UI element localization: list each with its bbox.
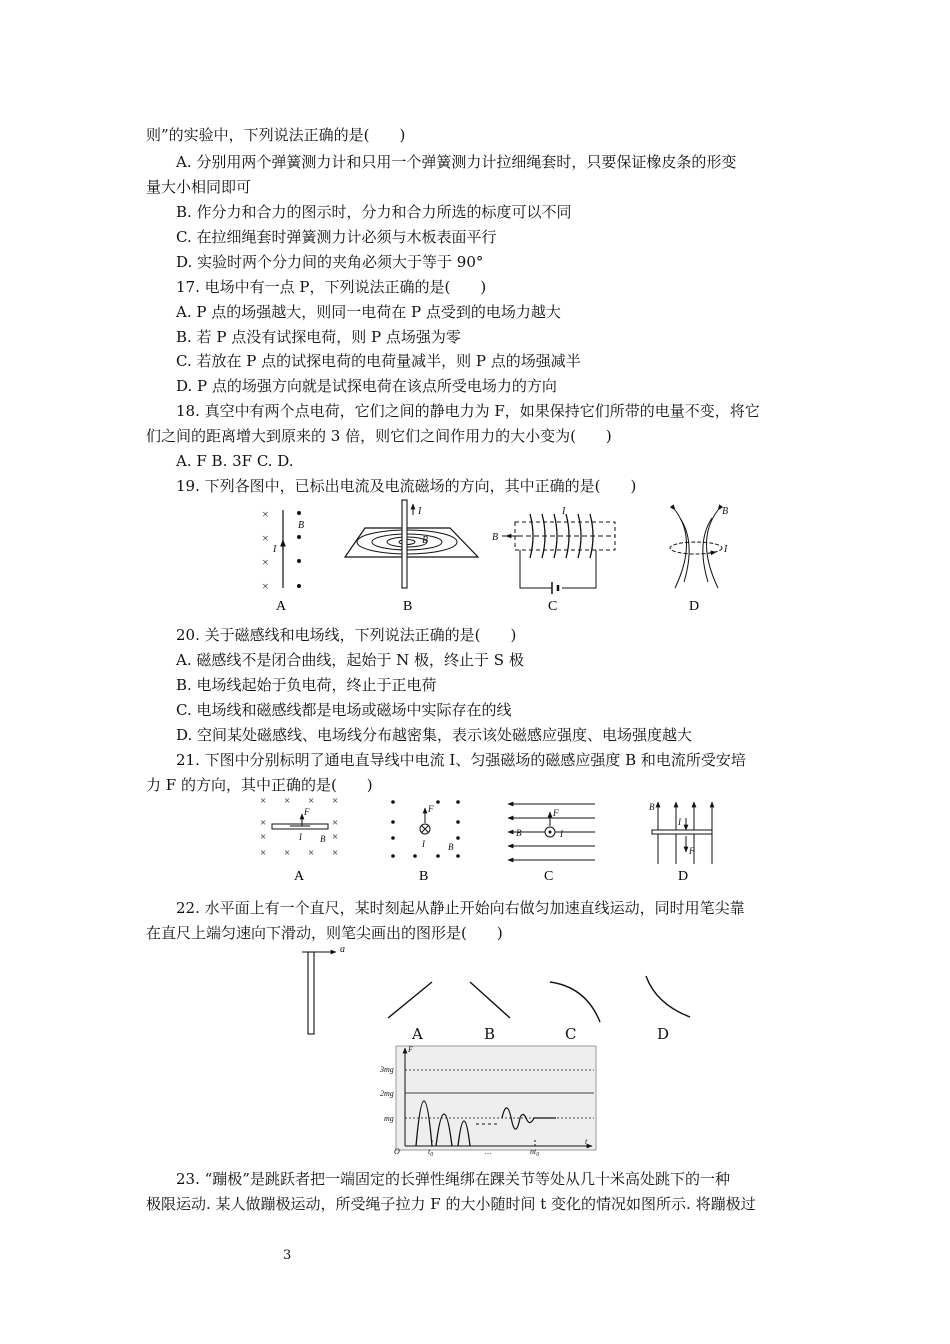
- axis-label-f: F: [408, 1045, 413, 1054]
- label-i: I: [678, 817, 681, 827]
- label-i: I: [724, 544, 728, 555]
- cross-mark: ×: [262, 531, 269, 545]
- q16-option-a-cont: 量大小相同即可: [146, 178, 252, 196]
- caption-d: D: [689, 599, 700, 614]
- label-b: B: [649, 802, 655, 812]
- plane-plate: [345, 528, 478, 557]
- q19-stem: 19. 下列各图中，已标出电流及电流磁场的方向，其中正确的是( ): [176, 477, 637, 495]
- label-f: F: [689, 846, 695, 856]
- axis-label-t: t: [585, 1137, 588, 1146]
- q21-diagram-d: [649, 802, 712, 864]
- svg-text:×: ×: [284, 795, 291, 807]
- q22-caption-c: C: [565, 1025, 577, 1043]
- label-f: F: [553, 808, 559, 818]
- cross-mark: ×: [262, 579, 269, 593]
- caption-a: A: [276, 599, 287, 614]
- q19-diagram-c: [492, 506, 615, 594]
- q19-diagram-a: [262, 507, 304, 593]
- label-i: I: [299, 832, 302, 842]
- q22-stem-cont: 在直尺上端匀速向下滑动，则笔尖画出的图形是( ): [146, 924, 503, 942]
- q16-option-a: A. 分别用两个弹簧测力计和只用一个弹簧测力计拉细绳套时，只要保证橡皮条的形变: [176, 153, 737, 171]
- label-b: B: [448, 842, 454, 852]
- q20-option-c: C. 电场线和磁感线都是电场或磁场中实际存在的线: [176, 701, 512, 719]
- cross-mark: ×: [262, 555, 269, 569]
- caption-c: C: [544, 869, 554, 884]
- svg-text:×: ×: [332, 795, 339, 807]
- q22-caption-d: D: [657, 1025, 670, 1043]
- q21-diagram-a: [260, 795, 338, 859]
- label-i: I: [562, 506, 566, 517]
- q21-stem: 21. 下图中分别标明了通电直导线中电流 I、匀强磁场的磁感应强度 B 和电流所受安培: [176, 751, 746, 769]
- q18-options: A. F B. 3F C. D.: [176, 452, 294, 470]
- option-b-line: [470, 982, 510, 1018]
- label-f: F: [428, 804, 434, 814]
- q21-diagram-b: [391, 800, 460, 858]
- svg-text:×: ×: [260, 831, 267, 843]
- q20-option-d: D. 空间某处磁感线、电场线分布越密集，表示该处磁感应强度、电场强度越大: [176, 726, 693, 744]
- graph-background: [396, 1046, 596, 1150]
- svg-text:×: ×: [260, 795, 267, 807]
- label-i: I: [418, 506, 422, 517]
- q21-diagram-c: [508, 804, 595, 860]
- svg-text:×: ×: [332, 831, 339, 843]
- label-i: I: [560, 829, 563, 839]
- q20-option-b: B. 电场线起始于负电荷，终止于正电荷: [176, 676, 437, 694]
- q20-stem: 20. 关于磁感线和电场线，下列说法正确的是( ): [176, 626, 517, 644]
- q16-option-d: D. 实验时两个分力间的夹角必须大于等于 90°: [176, 253, 484, 271]
- q17-option-a: A. P 点的场强越大，则同一电荷在 P 点受到的电场力越大: [176, 303, 561, 321]
- caption-b: B: [419, 869, 429, 884]
- svg-text:×: ×: [332, 817, 339, 829]
- caption-c: C: [548, 599, 558, 614]
- tick-mg: mg: [384, 1114, 394, 1123]
- q17-option-c: C. 若放在 P 点的试探电荷的电荷量减半，则 P 点的场强减半: [176, 352, 581, 370]
- caption-d: D: [678, 869, 689, 884]
- q23-stem: 23. “蹦极”是跳跃者把一端固定的长弹性绳绑在踝关节等处从几十米高处跳下的一种: [176, 1170, 730, 1188]
- label-b: B: [298, 520, 305, 531]
- q19-diagram-b: [345, 500, 478, 588]
- vertical-wire: [402, 500, 407, 588]
- field-line: [675, 510, 687, 588]
- option-d-curve: [646, 976, 690, 1017]
- label-b: B: [320, 834, 326, 844]
- svg-text:×: ×: [332, 847, 339, 859]
- q16-option-c: C. 在拉细绳套时弹簧测力计必须与木板表面平行: [176, 228, 497, 246]
- q21-figure: [250, 792, 730, 884]
- q21-stem-cont: 力 F 的方向，其中正确的是( ): [146, 776, 373, 794]
- tick-t0: $t_0$: [428, 1147, 434, 1158]
- label-a: a: [340, 944, 345, 955]
- q23-stem-cont: 极限运动. 某人做蹦极运动，所受绳子拉力 F 的大小随时间 t 变化的情况如图所示. 将蹦极过: [146, 1195, 756, 1213]
- option-a-line: [388, 982, 432, 1018]
- q22-caption-a: A: [412, 1025, 423, 1043]
- q17-option-b: B. 若 P 点没有试探电荷，则 P 点场强为零: [176, 328, 461, 346]
- svg-text:×: ×: [308, 847, 315, 859]
- q17-option-d: D. P 点的场强方向就是试探电荷在该点所受电场力的方向: [176, 377, 557, 395]
- tick-nt0: $nt_0$: [530, 1147, 540, 1158]
- label-i: I: [273, 544, 277, 555]
- q22-stem: 22. 水平面上有一个直尺，某时刻起从静止开始向右做匀加速直线运动，同时用笔尖靠: [176, 899, 745, 917]
- label-i: I: [422, 839, 425, 849]
- origin-label: O: [394, 1147, 400, 1156]
- q23-force-time-graph: [380, 1044, 600, 1156]
- page-number: 3: [283, 1248, 292, 1263]
- svg-text:×: ×: [308, 795, 315, 807]
- caption-a: A: [294, 869, 305, 884]
- label-b: B: [516, 828, 522, 838]
- label-b: B: [422, 535, 429, 546]
- cross-mark: ×: [262, 507, 269, 521]
- q16-option-b: B. 作分力和合力的图示时，分力和合力所选的标度可以不同: [176, 203, 572, 221]
- q19-diagram-d: [670, 506, 728, 588]
- label-b: B: [492, 532, 499, 543]
- q22-caption-b: B: [484, 1025, 496, 1043]
- svg-text:×: ×: [260, 817, 267, 829]
- svg-text:×: ×: [284, 847, 291, 859]
- caption-b: B: [403, 599, 413, 614]
- label-b: B: [722, 506, 729, 517]
- label-f: F: [304, 807, 310, 817]
- tick-3mg: 3mg: [380, 1065, 394, 1074]
- ruler: [308, 952, 314, 1034]
- ellipsis: …: [484, 1147, 492, 1156]
- q17-stem: 17. 电场中有一点 P，下列说法正确的是( ): [176, 278, 487, 296]
- circuit-wire: [520, 550, 596, 588]
- svg-text:×: ×: [260, 847, 267, 859]
- tick-2mg: 2mg: [380, 1089, 394, 1098]
- wire-bar: [652, 830, 712, 834]
- q20-option-a: A. 磁感线不是闭合曲线，起始于 N 极，终止于 S 极: [176, 651, 524, 669]
- q19-figure: [240, 500, 740, 620]
- q16-stem-tail: 则”的实验中，下列说法正确的是( ): [146, 126, 406, 144]
- q18-stem-cont: 们之间的距离增大到原来的 3 倍，则它们之间作用力的大小变为( ): [146, 427, 612, 445]
- option-c-curve: [550, 982, 600, 1022]
- q18-stem: 18. 真空中有两个点电荷，它们之间的静电力为 F，如果保持它们所带的电量不变，将它: [176, 402, 760, 420]
- field-line: [707, 510, 719, 588]
